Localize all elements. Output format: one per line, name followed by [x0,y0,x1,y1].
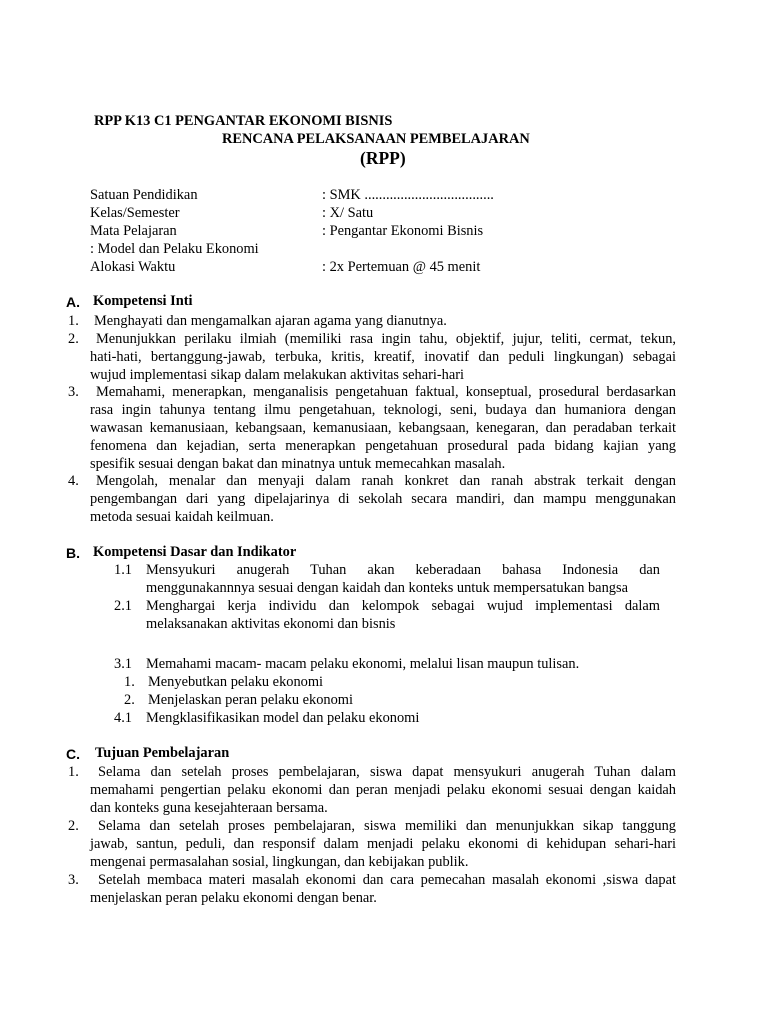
item-line: spesifik sesuai dengan bakat dan minatnya untuk memecahkan masalah. [90,456,506,472]
document-subtitle: RENCANA PELAKSANAAN PEMBELAJARAN [222,131,530,147]
item-line: Mengolah, menalar dan menyaji dalam ranah konkret dan ranah abstrak terkait dengan [96,473,676,489]
indicator-number: 2. [124,692,135,708]
item-line: Memahami, menerapkan, menganalisis pengetahuan faktual, konseptual, prosedural berdasarkan [96,384,676,400]
identity-value: : 2x Pertemuan @ 45 menit [322,259,481,275]
item-line: memahami pengertian pelaku ekonomi dan peran menjadi pelaku ekonomi sesuai dengan kaidah [90,782,676,798]
item-line: jawab, santun, peduli, dan responsif dalam menjadi pelaku ekonomi di kehidupan sehari-hari [90,836,676,852]
item-number: 2. [68,818,79,834]
kd-text: Memahami macam- macam pelaku ekonomi, melalui lisan maupun tulisan. [146,656,580,672]
kd-number: 4.1 [114,710,132,726]
item-number: 2. [68,331,79,347]
section-marker: A. [66,294,80,310]
list-item [94,312,676,330]
indicator-text: Menjelaskan peran pelaku ekonomi [148,692,353,708]
item-line: menggunakannnya sesuai dengan kaidah dan konteks untuk mempersatukan bangsa [146,580,628,596]
section-marker: C. [66,746,80,762]
identity-value: : X/ Satu [322,205,374,221]
kd-number: 1.1 [114,562,132,578]
item-line: Selama dan setelah proses pembelajaran, siswa memiliki dan menunjukkan sikap tanggung [98,818,676,834]
item-line: menjelaskan peran pelaku ekonomi dengan benar. [90,890,377,906]
identity-value: : Pengantar Ekonomi Bisnis [322,223,484,239]
item-line: Mensyukuri anugerah Tuhan akan keberadaan bahasa Indonesia dan [146,562,660,578]
list-item [90,763,676,817]
item-number: 1. [68,313,79,329]
kd-text: Mengklasifikasikan model dan pelaku ekonomi [146,710,420,726]
kd-number: 2.1 [114,598,132,614]
section-heading: Kompetensi Inti [93,293,193,309]
item-line: wujud implementasi sikap dalam melakukan aktivitas sehari-hari [90,367,465,383]
item-line: mengenai permasalahan sosial, lingkungan, dan kebijakan publik. [90,854,469,870]
item-line: Menunjukkan perilaku ilmiah (memiliki rasa ingin tahu, objektif, jujur, teliti, cermat, tekun, [96,331,676,347]
item-line: Menghayati dan mengamalkan ajaran agama yang dianutnya. [94,313,447,329]
identity-label: : Model dan Pelaku Ekonomi [90,241,259,257]
item-line: hati-hati, bertanggung-jawab, terbuka, kritis, kreatif, inovatif dan peduli lingkungan) sebagai [90,349,676,365]
item-line: wawasan kemanusiaan, kebangsaan, kemanusiaan, kebangsaan, kenegaran, dan peradaban terkait [90,420,676,436]
item-line: dan konteks guna kesejahteraan bersama. [90,800,328,816]
list-item [90,871,676,907]
document-abbr: (RPP) [360,148,406,168]
item-number: 3. [68,872,79,888]
kd-item [146,597,660,633]
section-heading: Kompetensi Dasar dan Indikator [93,544,297,560]
indicator-text: Menyebutkan pelaku ekonomi [148,674,324,690]
item-line: fenomena dan kejadian, serta menerapkan pengetahuan prosedural pada bidang kajian yang [90,438,676,454]
section-marker: B. [66,545,80,561]
kd-item [146,561,660,597]
identity-label: Mata Pelajaran [90,223,177,239]
item-line: Setelah membaca materi masalah ekonomi dan cara pemecahan masalah ekonomi ,siswa dapat [98,872,676,888]
section-heading: Tujuan Pembelajaran [95,745,230,761]
item-line: pengembangan dari yang dipelajarinya di sekolah secara mandiri, dan mampu menggunakan [90,491,676,507]
identity-label: Kelas/Semester [90,205,180,221]
document-title: RPP K13 C1 PENGANTAR EKONOMI BISNIS [94,113,393,129]
list-item [90,330,676,384]
list-item [90,472,676,526]
item-number: 3. [68,384,79,400]
indicator-number: 1. [124,674,135,690]
kd-number: 3.1 [114,656,132,672]
list-item [90,817,676,871]
item-number: 1. [68,764,79,780]
list-item [90,383,676,473]
identity-label: Satuan Pendidikan [90,187,198,203]
item-line: metoda sesuai kaidah keilmuan. [90,509,274,525]
item-number: 4. [68,473,79,489]
item-line: Menghargai kerja individu dan kelompok sebagai wujud implementasi dalam [146,598,660,614]
identity-value: : SMK .................................... [322,187,494,203]
item-line: rasa ingin tahunya tentang ilmu pengetahuan, teknologi, seni, budaya dan humaniora dengan [90,402,676,418]
item-line: Selama dan setelah proses pembelajaran, siswa dapat mensyukuri anugerah Tuhan dalam [98,764,676,780]
item-line: melaksanakan aktivitas ekonomi dan bisnis [146,616,396,632]
identity-label: Alokasi Waktu [90,259,176,275]
